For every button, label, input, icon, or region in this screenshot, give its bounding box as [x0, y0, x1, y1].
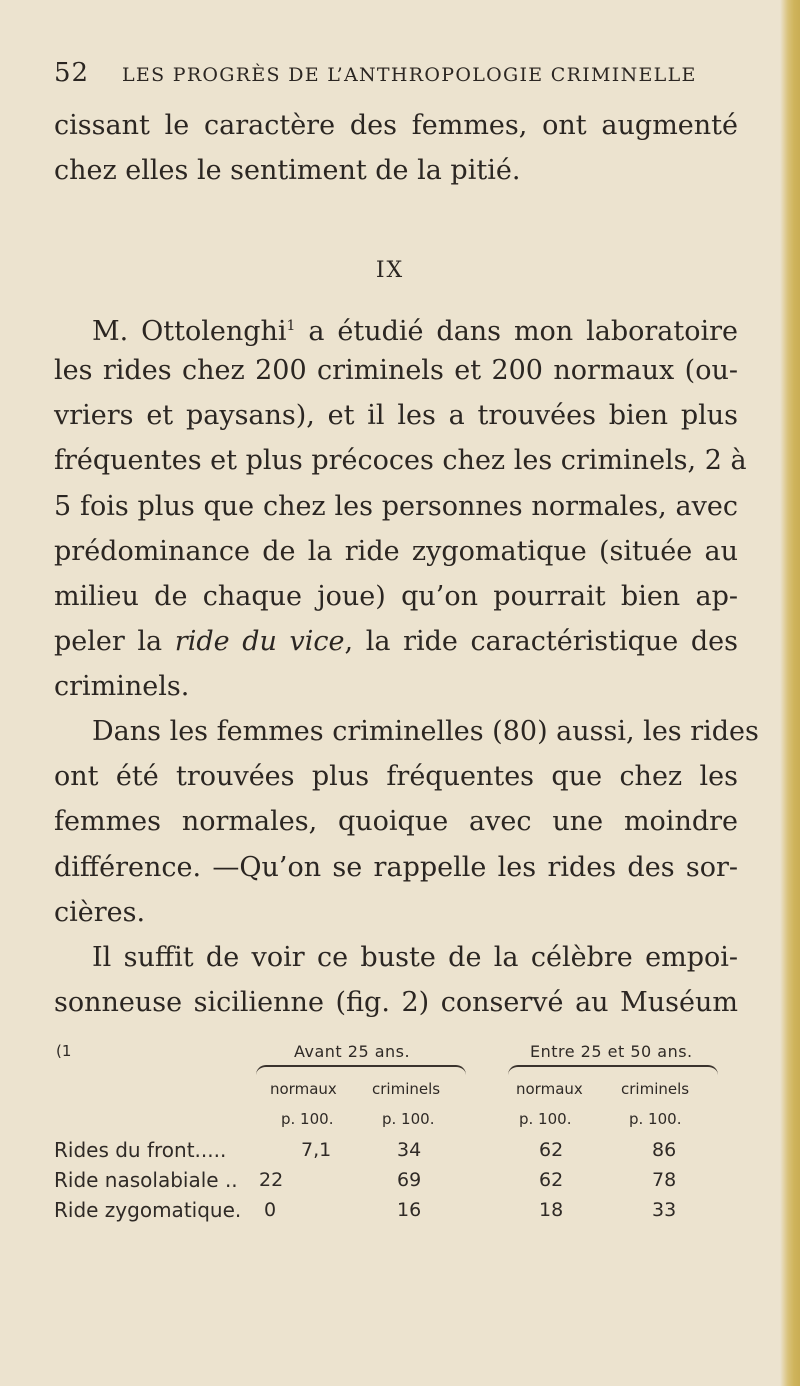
table-cell: 7,1 [301, 1139, 332, 1161]
row-label: Ride zygomatique. [54, 1198, 242, 1222]
text-fragment: peler la [54, 626, 175, 657]
column-heading: normaux [270, 1080, 337, 1098]
italic-phrase: ride du vice [174, 626, 345, 657]
text-line: fréquentes et plus précoces chez les criminels, 2 à [54, 445, 747, 476]
page-header [54, 58, 754, 92]
unit-label: p. 100. [382, 1110, 435, 1128]
text-line: 5 fois plus que chez les personnes normales, avec [54, 491, 738, 522]
text-line: ont été trouvées plus fréquentes que chez les [54, 761, 738, 792]
text-fragment: , la ride caractéristique des [344, 626, 738, 657]
table-cell: 33 [652, 1199, 677, 1221]
group-brace [256, 1065, 466, 1075]
row-label: Ride nasolabiale .. [54, 1168, 238, 1192]
table-cell: 62 [539, 1169, 564, 1191]
table-cell: 69 [397, 1169, 422, 1191]
text-line: sonneuse sicilienne (fig. 2) conservé au Muséum [54, 987, 738, 1018]
footnote-marker: 1 [286, 318, 296, 334]
table-cell: 78 [652, 1169, 677, 1191]
table-cell: 18 [539, 1199, 564, 1221]
table-cell: 22 [259, 1169, 284, 1191]
group-heading: Entre 25 et 50 ans. [530, 1042, 693, 1061]
running-title: LES PROGRÈS DE L’ANTHROPOLOGIE CRIMINELLE [122, 64, 697, 86]
row-label: Rides du front..... [54, 1138, 227, 1162]
section-heading: IX [375, 258, 405, 283]
text-line: chez elles le sentiment de la pitié. [54, 155, 521, 186]
table-cell: 34 [397, 1139, 422, 1161]
table-cell: 86 [652, 1139, 677, 1161]
text-line [54, 625, 738, 659]
text-line: Dans les femmes criminelles (80) aussi, les rides [92, 716, 759, 747]
text-line: les rides chez 200 criminels et 200 normaux (ou- [54, 355, 738, 386]
text-line: cissant le caractère des femmes, ont augmenté [54, 110, 738, 141]
text-line: Il suffit de voir ce buste de la célèbre empoi- [92, 942, 738, 973]
footnote-marker: (1 [56, 1042, 72, 1060]
group-brace [508, 1065, 718, 1075]
page-edge [780, 0, 800, 1386]
column-heading: criminels [621, 1080, 690, 1098]
text-line: cières. [54, 897, 146, 928]
unit-label: p. 100. [519, 1110, 572, 1128]
text-line: criminels. [54, 671, 190, 702]
footnote-table [54, 1030, 754, 1280]
table-cell: 16 [397, 1199, 422, 1221]
text-line: vriers et paysans), et il les a trouvées bien plus [54, 400, 738, 431]
text-line: prédominance de la ride zygomatique (située au [54, 536, 738, 567]
group-heading: Avant 25 ans. [294, 1042, 411, 1061]
unit-label: p. 100. [281, 1110, 334, 1128]
column-heading: normaux [516, 1080, 583, 1098]
unit-label: p. 100. [629, 1110, 682, 1128]
text-line [92, 309, 738, 349]
author-name: M. Ottolenghi [92, 316, 287, 347]
column-heading: criminels [372, 1080, 441, 1098]
text-fragment: a étudié dans mon laboratoire [295, 316, 738, 347]
table-cell: 62 [539, 1139, 564, 1161]
text-line: milieu de chaque joue) qu’on pourrait bien ap- [54, 581, 738, 612]
table-cell: 0 [264, 1199, 277, 1221]
text-line: femmes normales, quoique avec une moindre [54, 806, 738, 837]
text-line: différence. —Qu’on se rappelle les rides des sor- [54, 852, 738, 883]
page-number: 52 [54, 58, 90, 88]
